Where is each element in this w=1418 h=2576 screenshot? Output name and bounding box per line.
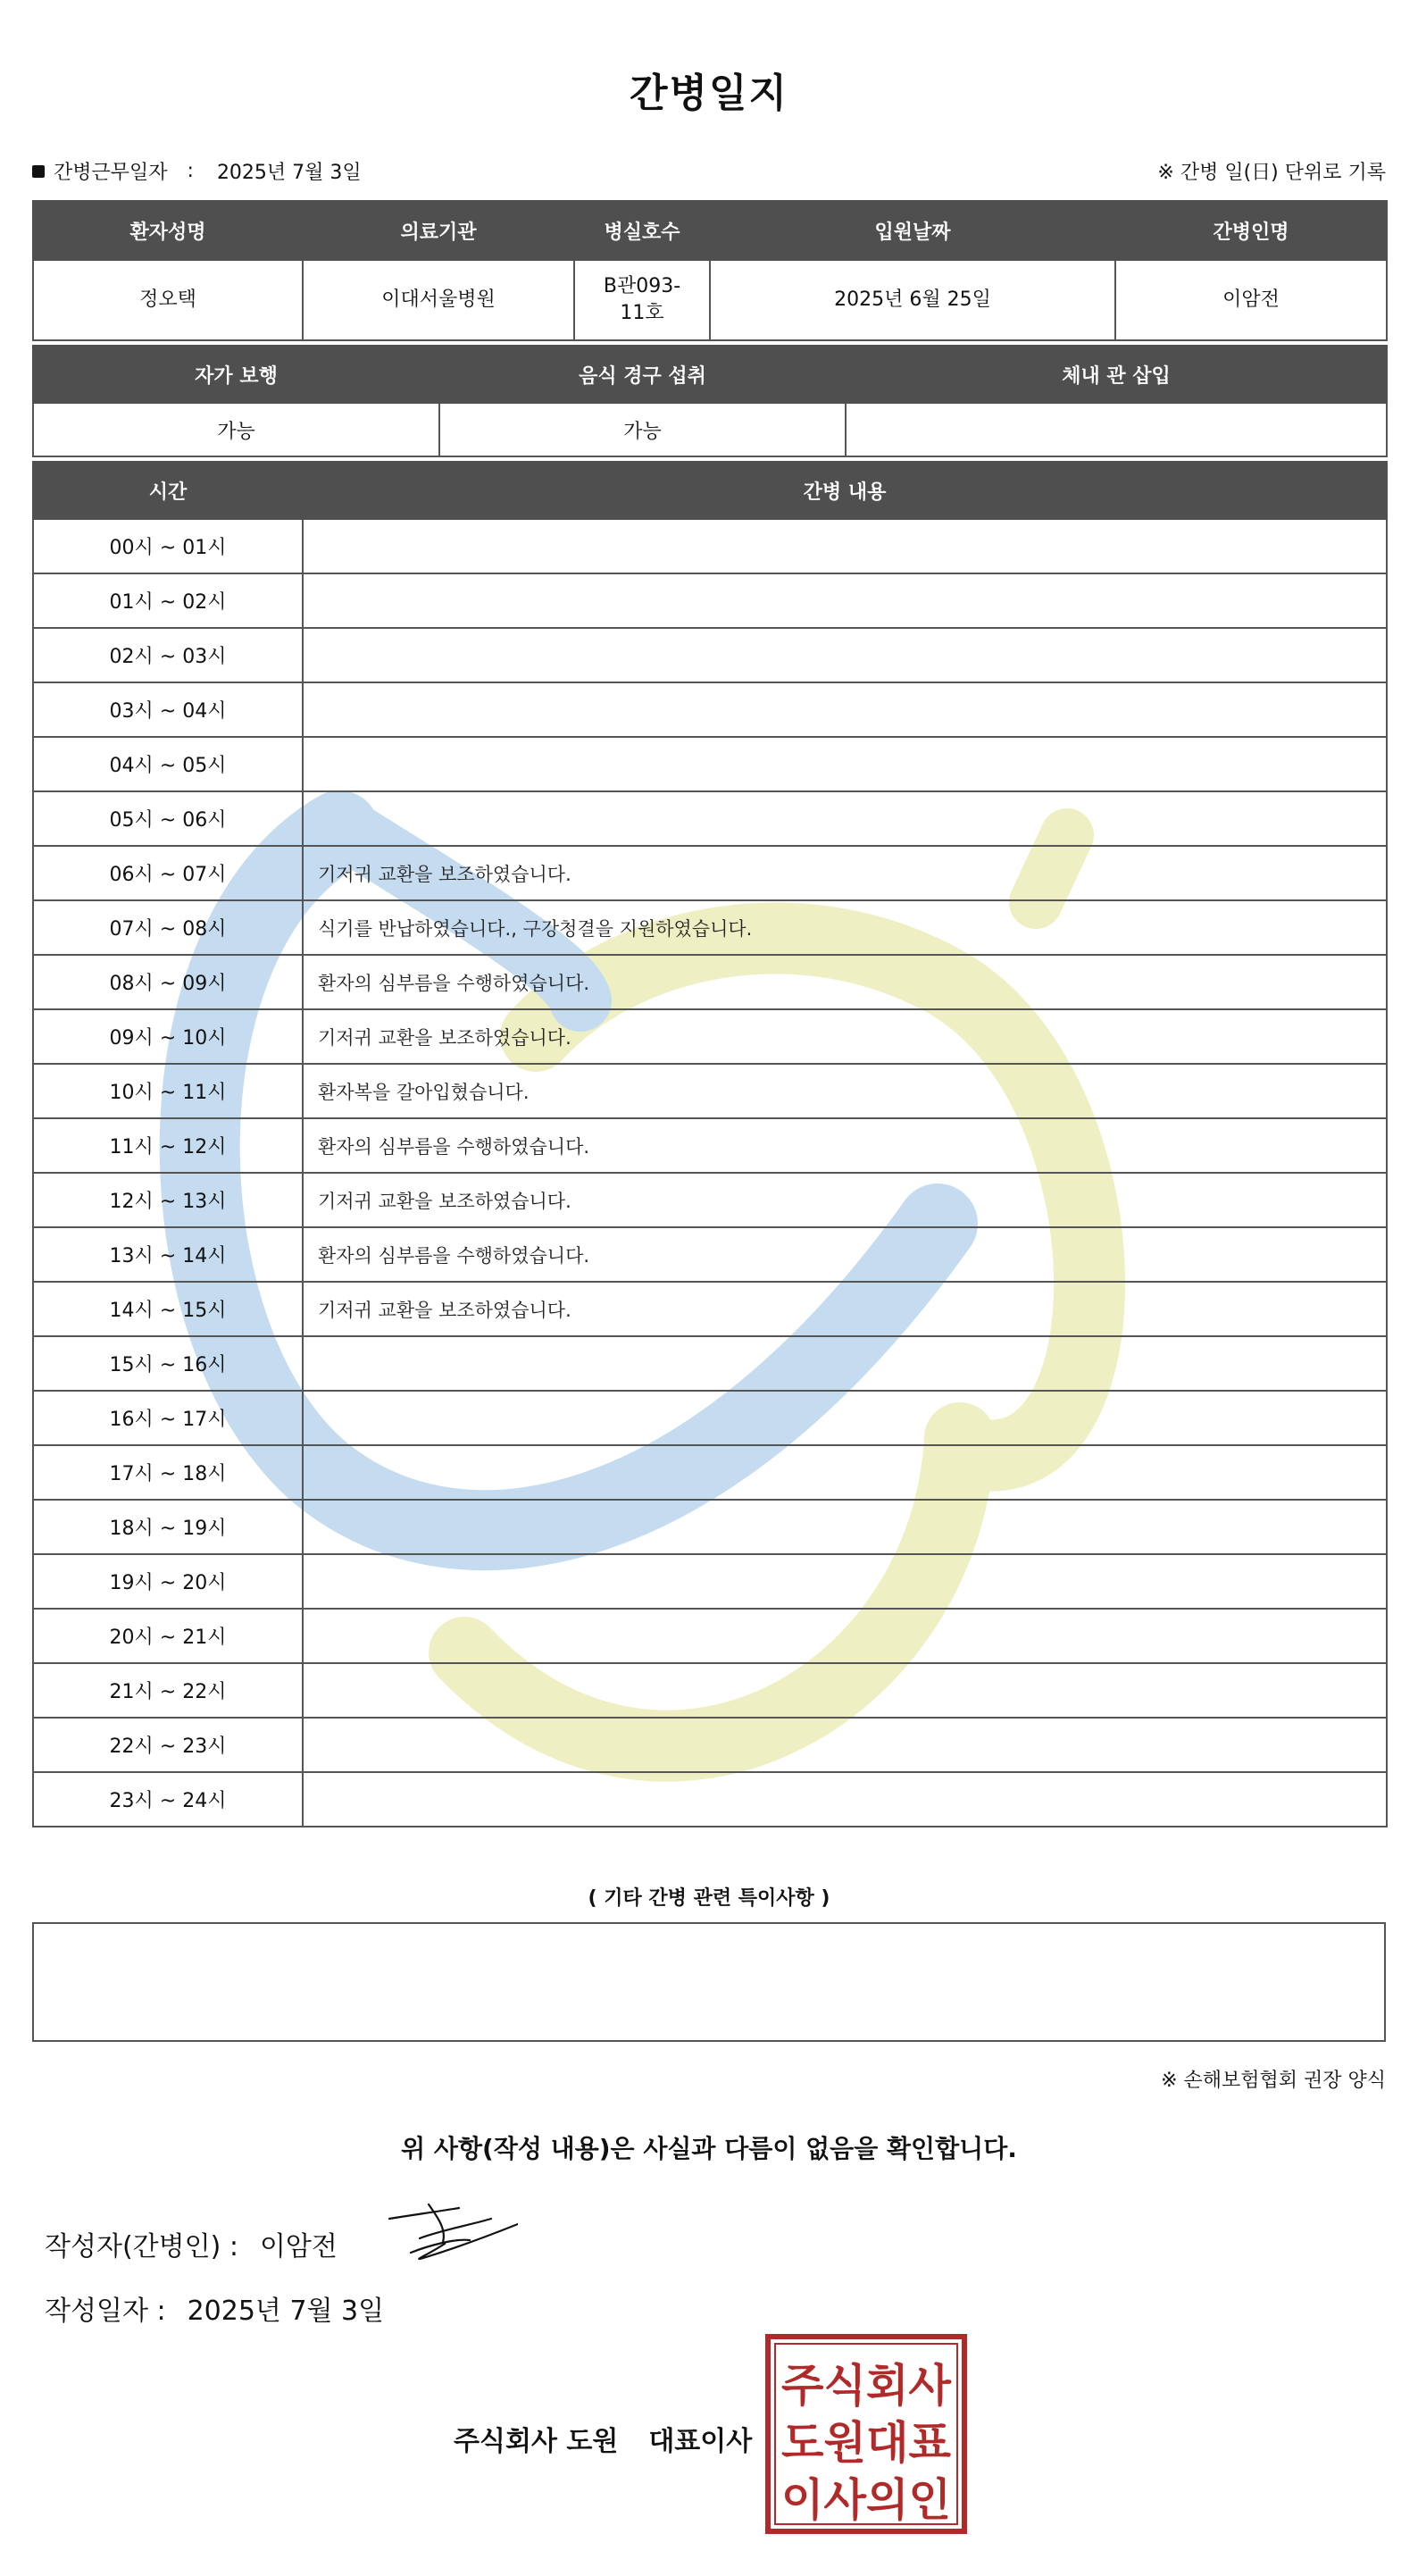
seal-text-line: 이사의인 [781, 2474, 951, 2526]
table-row [33, 1336, 1387, 1391]
time-cell: 10시 ~ 11시 [33, 1064, 303, 1118]
page-title: 간병일지 [629, 71, 788, 116]
patient-name: 정오택 [33, 260, 303, 340]
time-cell: 03시 ~ 04시 [33, 682, 303, 737]
work-date-value: 2025년 7월 3일 [216, 162, 362, 184]
work-date [32, 157, 362, 185]
header-hospital: 의료기관 [303, 201, 574, 260]
association-note: ※ 손해보험협회 권장 양식 [1161, 2070, 1386, 2092]
header-caregiver: 간병인명 [1115, 201, 1387, 260]
care-content-cell [303, 573, 1387, 628]
care-content-cell: 기저귀 교환을 보조하였습니다. [303, 1282, 1387, 1336]
table-row [33, 682, 1387, 737]
time-cell: 19시 ~ 20시 [33, 1554, 303, 1609]
oral-intake-value: 가능 [439, 403, 846, 456]
table-row [33, 1554, 1387, 1609]
written-date-value: 2025년 7월 3일 [187, 2296, 385, 2327]
care-content-cell: 환자의 심부름을 수행하였습니다. [303, 955, 1387, 1009]
time-cell: 14시 ~ 15시 [33, 1282, 303, 1336]
time-cell: 00시 ~ 01시 [33, 519, 303, 573]
ceo-title: 대표이사 [648, 2426, 753, 2457]
tube-insertion-value [846, 403, 1387, 456]
table-row [33, 519, 1387, 573]
time-cell: 07시 ~ 08시 [33, 900, 303, 955]
header-patient-name: 환자성명 [33, 201, 303, 260]
company-line [454, 2419, 752, 2458]
care-content-cell [303, 1391, 1387, 1445]
care-content-cell [303, 791, 1387, 846]
care-content-cell [303, 519, 1387, 573]
admission-date: 2025년 6월 25일 [710, 260, 1115, 340]
company-name: 주식회사 도원 [454, 2426, 619, 2457]
care-content-cell [303, 1336, 1387, 1391]
care-content-cell [303, 682, 1387, 737]
time-cell: 22시 ~ 23시 [33, 1718, 303, 1772]
care-content-cell [303, 1554, 1387, 1609]
time-cell: 01시 ~ 02시 [33, 573, 303, 628]
patient-value-row [33, 260, 1387, 340]
header-room: 병실호수 [574, 201, 710, 260]
time-cell: 16시 ~ 17시 [33, 1391, 303, 1445]
care-content-cell: 식기를 반납하였습니다., 구강청결을 지원하였습니다. [303, 900, 1387, 955]
ability-table [32, 345, 1388, 457]
table-row [33, 1227, 1387, 1282]
time-cell: 06시 ~ 07시 [33, 846, 303, 900]
written-date-label: 작성일자 : [45, 2296, 166, 2327]
care-content-cell: 기저귀 교환을 보조하였습니다. [303, 1009, 1387, 1064]
header-time: 시간 [33, 462, 303, 519]
header-admission-date: 입원날짜 [710, 201, 1115, 260]
care-content-cell [303, 1718, 1387, 1772]
care-log-table [32, 461, 1388, 1827]
table-row [33, 1718, 1387, 1772]
walking-value: 가능 [33, 403, 439, 456]
time-cell: 05시 ~ 06시 [33, 791, 303, 846]
care-content-cell [303, 1500, 1387, 1554]
table-row [33, 1009, 1387, 1064]
time-cell: 15시 ~ 16시 [33, 1336, 303, 1391]
care-content-cell [303, 1663, 1387, 1718]
care-content-cell [303, 737, 1387, 791]
table-row [33, 1173, 1387, 1227]
table-row [33, 1609, 1387, 1663]
header-walking: 자가 보행 [33, 346, 439, 403]
company-seal [764, 2333, 968, 2535]
table-row [33, 1772, 1387, 1827]
time-cell: 12시 ~ 13시 [33, 1173, 303, 1227]
time-cell: 08시 ~ 09시 [33, 955, 303, 1009]
hospital-name: 이대서울병원 [303, 260, 574, 340]
writer-line [45, 2224, 338, 2263]
table-row [33, 1391, 1387, 1445]
unit-note: ※ 간병 일(日) 단위로 기록 [1157, 162, 1386, 184]
time-cell: 23시 ~ 24시 [33, 1772, 303, 1827]
log-body [33, 519, 1387, 1827]
table-row [33, 1118, 1387, 1173]
time-cell: 18시 ~ 19시 [33, 1500, 303, 1554]
seal-text-line: 도원대표 [781, 2417, 952, 2469]
time-cell: 21시 ~ 22시 [33, 1663, 303, 1718]
notes-title: ( 기타 간병 관련 특이사항 ) [588, 1887, 830, 1910]
notes-box [32, 1922, 1386, 2042]
table-row [33, 955, 1387, 1009]
work-date-label: 간병근무일자 [54, 162, 168, 184]
patient-info-table [32, 200, 1388, 341]
care-content-cell: 기저귀 교환을 보조하였습니다. [303, 1173, 1387, 1227]
time-cell: 02시 ~ 03시 [33, 628, 303, 682]
time-cell: 11시 ~ 12시 [33, 1118, 303, 1173]
care-content-cell: 환자복을 갈아입혔습니다. [303, 1064, 1387, 1118]
ability-header-row [33, 346, 1387, 403]
room-number: B관093-11호 [574, 260, 710, 340]
time-cell: 09시 ~ 10시 [33, 1009, 303, 1064]
table-row [33, 1500, 1387, 1554]
time-cell: 13시 ~ 14시 [33, 1227, 303, 1282]
writer-label: 작성자(간병인) : [45, 2231, 238, 2262]
care-content-cell [303, 1772, 1387, 1827]
care-content-cell: 환자의 심부름을 수행하였습니다. [303, 1118, 1387, 1173]
caregiver-name: 이암전 [1115, 260, 1387, 340]
seal-text-line: 주식회사 [781, 2360, 952, 2412]
table-row [33, 573, 1387, 628]
table-row [33, 1282, 1387, 1336]
care-content-cell [303, 1445, 1387, 1500]
signature [384, 2199, 518, 2271]
confirmation-statement: 위 사항(작성 내용)은 사실과 다름이 없음을 확인합니다. [401, 2134, 1017, 2163]
written-date-line [45, 2288, 384, 2328]
care-content-cell [303, 628, 1387, 682]
table-row [33, 737, 1387, 791]
table-row [33, 846, 1387, 900]
log-header-row [33, 462, 1387, 519]
time-cell: 04시 ~ 05시 [33, 737, 303, 791]
ability-value-row [33, 403, 1387, 456]
work-date-colon: : [187, 160, 194, 182]
writer-name: 이암전 [259, 2231, 338, 2262]
table-row [33, 1663, 1387, 1718]
care-content-cell: 환자의 심부름을 수행하였습니다. [303, 1227, 1387, 1282]
table-row [33, 1445, 1387, 1500]
time-cell: 20시 ~ 21시 [33, 1609, 303, 1663]
care-content-cell [303, 1609, 1387, 1663]
table-row [33, 628, 1387, 682]
care-content-cell: 기저귀 교환을 보조하였습니다. [303, 846, 1387, 900]
patient-header-row [33, 201, 1387, 260]
table-row [33, 900, 1387, 955]
header-oral-intake: 음식 경구 섭취 [439, 346, 846, 403]
table-row [33, 1064, 1387, 1118]
header-care-content: 간병 내용 [303, 462, 1387, 519]
header-tube-insertion: 체내 관 삽입 [846, 346, 1387, 403]
table-row [33, 791, 1387, 846]
bullet-square-icon [32, 165, 45, 178]
time-cell: 17시 ~ 18시 [33, 1445, 303, 1500]
